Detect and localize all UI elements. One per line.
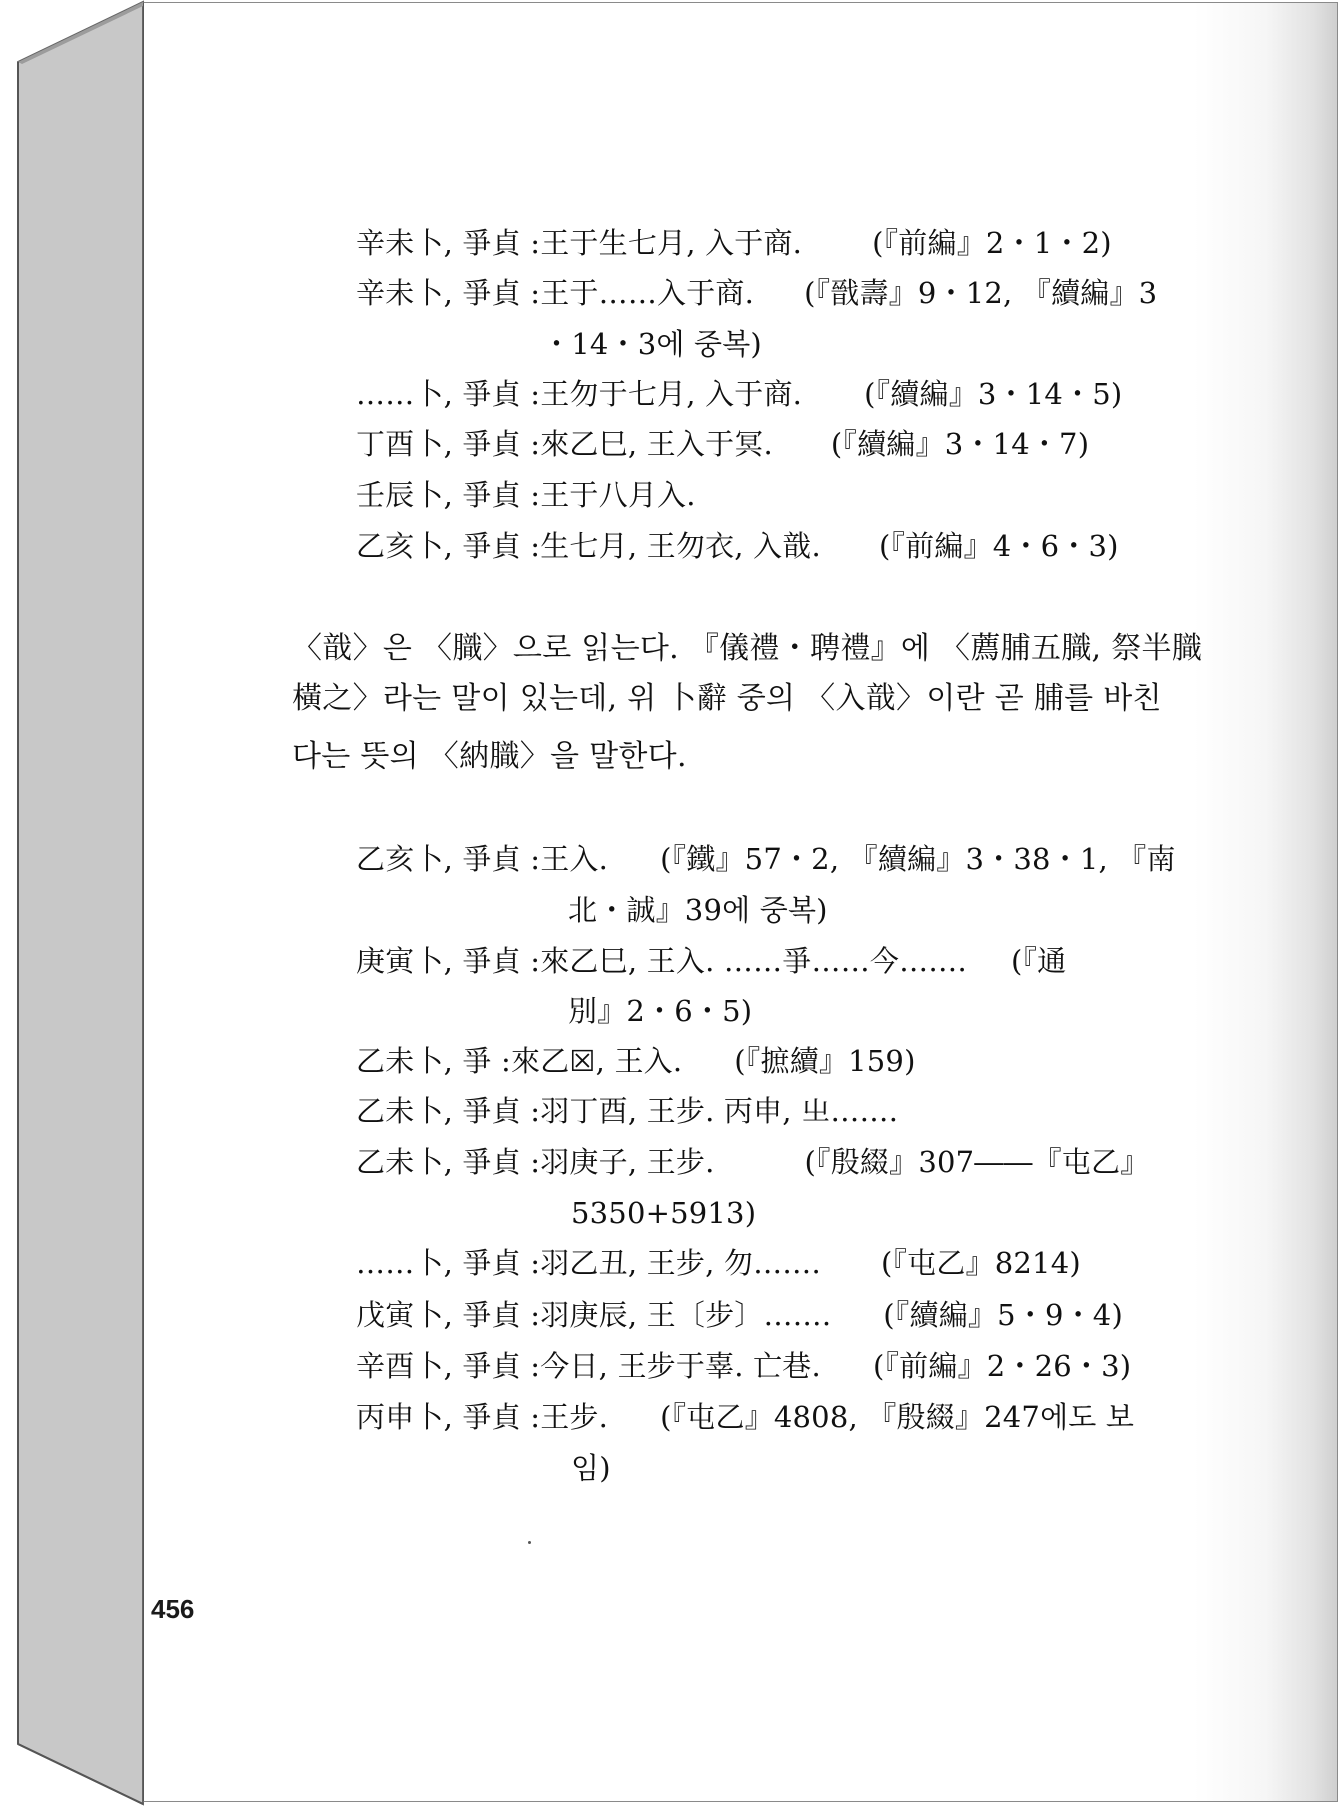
divination-prefix: 丁酉卜, 爭貞 :	[356, 427, 541, 461]
divination-prefix: 辛酉卜, 爭貞 :	[356, 1349, 541, 1383]
commentary-paragraph-line: 橫之〉라는 말이 있는데, 위 卜辭 중의 〈入戠〉이란 곧 脯를 바친	[292, 681, 1162, 716]
divination-text: 5350+5913)	[571, 1196, 757, 1230]
divination-line	[356, 1043, 916, 1079]
divination-text: 王于八月入.	[540, 478, 696, 512]
divination-text: 王步.	[540, 1400, 609, 1434]
commentary-paragraph-line: 다는 뜻의 〈納膱〉을 말한다.	[292, 739, 687, 774]
divination-line	[356, 1144, 1149, 1180]
divination-text: 王勿于七月, 入于商.	[540, 377, 803, 411]
divination-line	[356, 528, 1119, 564]
divination-text: 羽庚辰, 王〔步〕…….	[540, 1298, 832, 1332]
divination-line	[356, 225, 1112, 261]
divination-prefix: 乙未卜, 爭貞 :	[356, 1145, 541, 1179]
divination-prefix: 乙亥卜, 爭貞 :	[356, 529, 541, 563]
citation: (『屯乙』8214)	[880, 1246, 1081, 1280]
divination-prefix: 辛未卜, 爭貞 :	[356, 276, 541, 310]
divination-prefix: 乙未卜, 爭 :	[356, 1044, 512, 1078]
divination-text: 來乙巳, 王入于冥.	[540, 427, 773, 461]
divination-line	[356, 1297, 1123, 1333]
citation: (『戩壽』9・12, 『續編』3	[804, 276, 1158, 310]
print-speck	[528, 1541, 531, 1544]
divination-line	[356, 426, 1089, 462]
divination-prefix: ……卜, 爭貞 :	[356, 377, 541, 411]
citation: (『前編』2・26・3)	[872, 1349, 1132, 1383]
divination-continuation	[571, 1450, 611, 1486]
divination-prefix: ……卜, 爭貞 :	[356, 1246, 541, 1280]
divination-text: ・14・3에 중복)	[542, 327, 762, 361]
citation: (『屯乙』4808, 『殷綴』247에도 보	[660, 1400, 1135, 1434]
citation: (『鐵』57・2, 『續編』3・38・1, 『南	[660, 842, 1176, 876]
divination-prefix: 乙未卜, 爭貞 :	[356, 1094, 541, 1128]
divination-text: 王于生七月, 入于商.	[540, 226, 803, 260]
divination-line	[356, 1093, 898, 1129]
divination-continuation	[571, 1195, 756, 1231]
divination-continuation	[568, 993, 752, 1029]
divination-text: 임)	[571, 1451, 611, 1485]
citation: (『前編』2・1・2)	[872, 226, 1112, 260]
divination-continuation	[542, 326, 762, 362]
divination-text: 北・誠』39에 중복)	[568, 893, 828, 927]
divination-prefix: 戊寅卜, 爭貞 :	[356, 1298, 541, 1332]
divination-text: 王入.	[540, 842, 609, 876]
divination-text: 生七月, 王勿衣, 入戠.	[540, 529, 821, 563]
page-content	[144, 3, 1337, 1801]
divination-prefix: 丙申卜, 爭貞 :	[356, 1400, 541, 1434]
divination-line	[356, 376, 1122, 412]
citation: (『前編』4・6・3)	[878, 529, 1119, 563]
citation: (『續編』3・14・5)	[864, 377, 1123, 411]
divination-prefix: 庚寅卜, 爭貞 :	[356, 944, 541, 978]
book-spine	[0, 0, 145, 1806]
divination-text: 羽丁酉, 王步. 丙申, 㞢…….	[540, 1094, 899, 1128]
divination-text: 王于……入于商.	[540, 276, 755, 310]
citation: (『通	[1010, 944, 1067, 978]
divination-line	[356, 1348, 1131, 1384]
citation: (『續編』5・9・4)	[883, 1298, 1123, 1332]
divination-line	[356, 477, 696, 513]
divination-text: 來乙☒, 王入.	[511, 1044, 683, 1078]
divination-text: 來乙巳, 王入. ……爭……今…….	[540, 944, 967, 978]
divination-text: 別』2・6・5)	[568, 994, 753, 1028]
divination-prefix: 辛未卜, 爭貞 :	[356, 226, 541, 260]
citation: (『殷綴』307――『屯乙』	[804, 1145, 1150, 1179]
citation: (『續編』3・14・7)	[830, 427, 1090, 461]
divination-text: 羽乙丑, 王步, 勿…….	[540, 1246, 821, 1280]
book-page	[143, 2, 1338, 1802]
divination-line	[356, 943, 1066, 979]
divination-continuation	[568, 892, 828, 928]
divination-line	[356, 1245, 1081, 1281]
commentary-paragraph-line: 〈戠〉은 〈膱〉으로 읽는다. 『儀禮・聘禮』에 〈薦脯五膱, 祭半膱	[292, 631, 1203, 666]
divination-text: 今日, 王步于辜. 亡巷.	[540, 1349, 821, 1383]
divination-line	[356, 841, 1176, 877]
divination-prefix: 壬辰卜, 爭貞 :	[356, 478, 541, 512]
divination-line	[356, 275, 1157, 311]
divination-line	[356, 1399, 1134, 1435]
divination-text: 羽庚子, 王步.	[540, 1145, 715, 1179]
divination-prefix: 乙亥卜, 爭貞 :	[356, 842, 541, 876]
page-number: 456	[151, 1594, 195, 1624]
citation: (『摭續』159)	[734, 1044, 916, 1078]
